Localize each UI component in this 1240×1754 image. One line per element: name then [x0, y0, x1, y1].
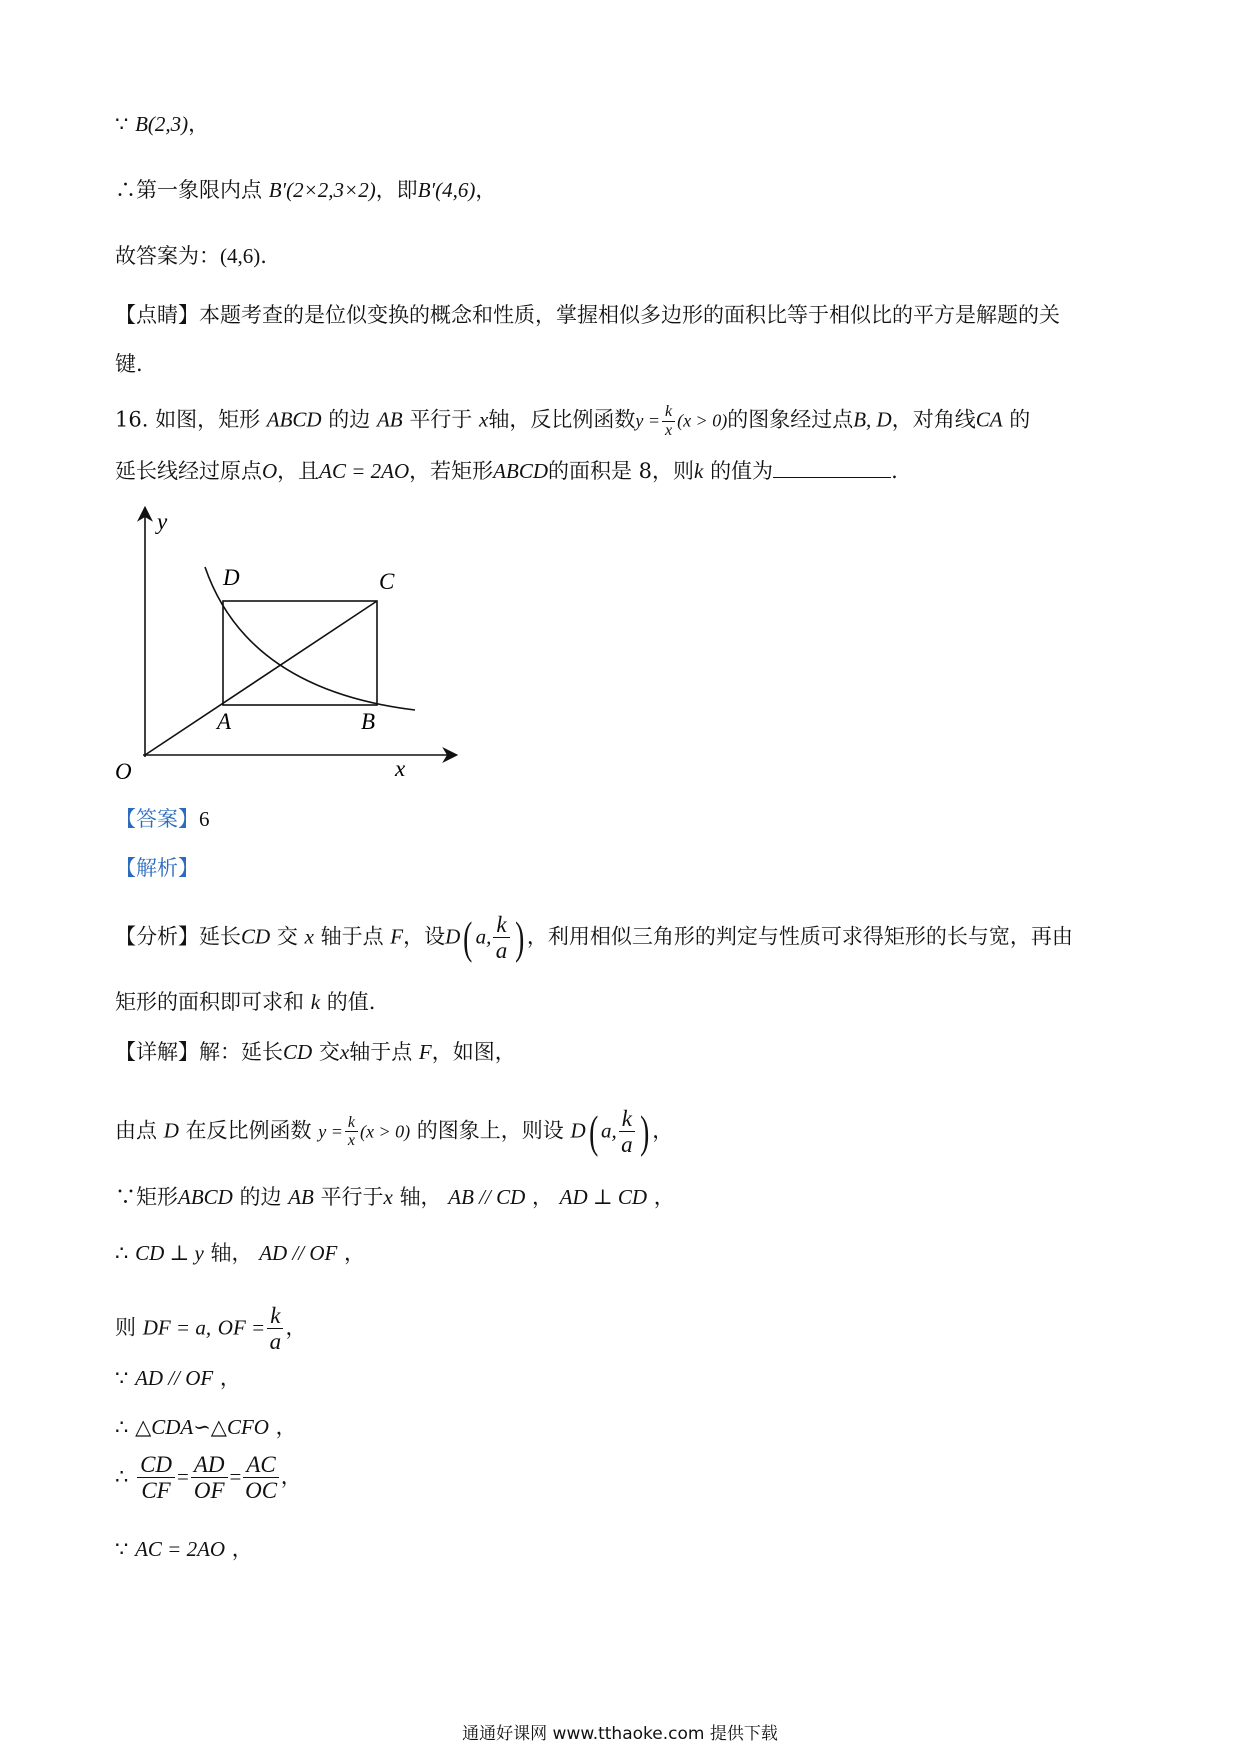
question-text: 延长线经过原点: [115, 459, 262, 483]
step-text: 则: [115, 1315, 136, 1340]
because-symbol: ∵: [115, 1366, 129, 1390]
step-text: ，: [275, 1415, 297, 1439]
math-condition: (x > 0): [359, 1121, 411, 1142]
step-text: ，: [653, 1185, 675, 1209]
label-d: D: [223, 565, 240, 590]
math-f: F: [390, 924, 404, 949]
fraction-k-over-x: [662, 403, 675, 439]
analysis-text: ，设: [403, 924, 446, 949]
detail-text: ，如图，: [431, 1040, 516, 1064]
math-abcd: ABCD: [266, 407, 322, 432]
math-bd: B, D: [853, 407, 892, 432]
solution-line-3: [115, 244, 267, 269]
left-paren-icon: (: [463, 911, 473, 963]
analysis-tag-line: [115, 856, 199, 881]
fraction-numerator: CD: [137, 1452, 175, 1478]
label-x: x: [395, 756, 406, 781]
left-paren-icon: (: [588, 1105, 598, 1157]
math-k: k: [310, 990, 321, 1014]
step-text: ，: [231, 1537, 253, 1561]
question-text: ，且: [277, 459, 320, 483]
math-cd-perp-y: CD ⊥ y: [135, 1241, 204, 1265]
label-c: C: [379, 569, 395, 594]
equals-sign: =: [177, 1464, 189, 1489]
label-b: B: [361, 709, 376, 734]
math-f: F: [418, 1040, 432, 1064]
therefore-symbol: ∴: [115, 1464, 129, 1489]
analysis-subtag: 【分析】: [115, 924, 199, 949]
line-text: ，即: [375, 178, 418, 202]
step-text: ，: [531, 1185, 553, 1209]
detail-text: 解：延长: [199, 1040, 283, 1064]
math-k: k: [694, 459, 704, 483]
step-7-line: [115, 1452, 302, 1504]
math-ad-parallel-of: AD // OF: [135, 1366, 214, 1390]
step-text: ，: [280, 1464, 302, 1489]
label-o: O: [115, 759, 132, 784]
therefore-symbol: ∴: [115, 1241, 129, 1265]
question-text: 平行于: [409, 407, 473, 432]
math-y-equals: y =: [318, 1121, 343, 1142]
question-text: 16. 如图，矩形: [115, 407, 261, 432]
step-text: 轴，: [210, 1241, 253, 1265]
punctuation: ，: [475, 178, 497, 202]
because-symbol: ∵: [115, 1537, 129, 1561]
step-5-line: [115, 1366, 241, 1391]
fraction-k-over-a: [619, 1106, 635, 1158]
question-text: 的面积是 8，则: [548, 459, 695, 483]
step-text: ，: [652, 1118, 674, 1143]
math-d: D: [570, 1118, 586, 1143]
math-ad-perp-cd: AD ⊥ CD: [559, 1185, 648, 1209]
therefore-symbol: ∴: [115, 1415, 129, 1439]
fraction-numerator: k: [619, 1106, 635, 1132]
detail-text: 交: [318, 1040, 340, 1064]
point-b-expression: B(2,3): [135, 112, 189, 136]
fraction-denominator: x: [347, 1132, 355, 1150]
answer-tag: 【答案】: [115, 807, 199, 831]
fraction-numerator: k: [493, 912, 509, 938]
math-abcd: ABCD: [178, 1185, 233, 1209]
key-point-text: 键.: [115, 352, 143, 376]
step-text: 在反比例函数: [185, 1118, 312, 1143]
math-y-equals: y =: [635, 410, 660, 431]
key-point-text: 本题考查的是位似变换的概念和性质，掌握相似多边形的面积比等于相似比的平方是解题的关: [199, 303, 1060, 327]
fraction-k-over-x: [345, 1114, 358, 1150]
step-6-line: [115, 1415, 297, 1440]
fraction-k-over-a: [267, 1303, 283, 1355]
analysis-text: 延长: [199, 924, 241, 949]
punctuation: ，: [188, 112, 210, 136]
analysis-line-1: [115, 912, 1073, 964]
math-d: D: [163, 1118, 179, 1143]
fraction-denominator: a: [621, 1132, 633, 1158]
page-footer: 通通好课网 www.tthaoke.com 提供下载: [462, 1724, 778, 1744]
math-a: a,: [475, 924, 492, 949]
analysis-line-2: [115, 990, 375, 1015]
fraction-ad-over-of: [191, 1452, 228, 1504]
math-df-equals-a: DF = a,: [142, 1315, 212, 1340]
math-x: x: [479, 407, 489, 432]
step-text: ∵矩形: [115, 1185, 178, 1209]
math-cd: CD: [283, 1040, 313, 1064]
step-text: 的图象上，则设: [416, 1118, 564, 1143]
analysis-text: 矩形的面积即可求和: [115, 990, 304, 1014]
step-text: ，: [285, 1315, 307, 1340]
math-ca: CA: [975, 407, 1003, 432]
step-8-line: [115, 1537, 253, 1562]
right-paren-icon: ): [640, 1105, 650, 1157]
fraction-k-over-a: [493, 912, 509, 964]
math-abcd: ABCD: [493, 459, 548, 483]
fraction-numerator: k: [267, 1303, 283, 1329]
step-1-line: [115, 1106, 673, 1158]
math-a: a,: [600, 1118, 617, 1143]
question-text: ，对角线: [891, 407, 976, 432]
equals-sign: =: [229, 1464, 242, 1489]
line-text: ∴第一象限内点: [115, 178, 262, 202]
detail-tag: 【详解】: [115, 1040, 199, 1064]
solution-line-1: [115, 112, 209, 137]
math-of-equals: OF =: [217, 1315, 266, 1340]
label-a: A: [217, 709, 232, 734]
step-text: ，: [219, 1366, 241, 1390]
step-text: 由点: [115, 1118, 157, 1143]
fraction-denominator: OF: [193, 1478, 225, 1504]
solution-line-2: [115, 178, 496, 203]
fraction-cd-over-cf: [137, 1452, 175, 1504]
fraction-ac-over-oc: [243, 1452, 278, 1504]
geometry-figure: [105, 505, 465, 785]
math-condition: (x > 0): [677, 410, 728, 431]
step-text: ，: [344, 1241, 366, 1265]
question-text: 的值为: [710, 459, 774, 483]
step-2-line: [115, 1185, 675, 1210]
label-y: y: [157, 509, 168, 534]
math-ab: AB: [376, 407, 403, 432]
point-b-prime-expression: B′(2×2,3×2): [268, 178, 376, 202]
math-ac-equation: AC = 2AO: [319, 459, 410, 483]
detail-text: 轴于点: [349, 1040, 413, 1064]
step-text: 平行于: [320, 1185, 384, 1209]
fraction-denominator: x: [664, 421, 673, 439]
answer-blank: [773, 459, 891, 478]
fraction-numerator: AD: [191, 1452, 228, 1478]
math-ac-equals-2ao: AC = 2AO: [135, 1537, 226, 1561]
question-text: 的图象经过点: [727, 407, 854, 432]
key-point-line-2: [115, 352, 143, 377]
math-x: x: [339, 1040, 350, 1064]
step-text: 的边: [239, 1185, 282, 1209]
math-o: O: [262, 459, 278, 483]
fraction-numerator: k: [662, 403, 675, 422]
analysis-text: 轴于点: [320, 924, 384, 949]
because-symbol: ∵: [115, 112, 129, 136]
question-text: 轴，反比例函数: [488, 407, 636, 432]
fraction-numerator: k: [345, 1114, 358, 1133]
step-4-line: [115, 1303, 306, 1355]
analysis-text: 交: [276, 924, 298, 949]
point-b-prime-result: B′(4,6): [417, 178, 476, 202]
analysis-text: ，利用相似三角形的判定与性质可求得矩形的长与宽，再由: [526, 924, 1073, 949]
question-16-line-1: [115, 403, 1030, 439]
question-text: ，若矩形: [409, 459, 494, 483]
math-x: x: [304, 924, 314, 949]
math-similar-triangles: △CDA∽△CFO: [135, 1415, 269, 1439]
key-point-line: [115, 303, 1060, 328]
answer-line: [115, 807, 210, 832]
answer-expression: (4,6): [220, 244, 261, 268]
math-ad-parallel-of: AD // OF: [259, 1241, 338, 1265]
math-ab: AB: [288, 1185, 314, 1209]
fraction-numerator: AC: [243, 1452, 278, 1478]
math-cd: CD: [241, 924, 271, 949]
analysis-tag: 【解析】: [115, 856, 199, 880]
math-x: x: [383, 1185, 393, 1209]
math-d: D: [445, 924, 461, 949]
fraction-denominator: a: [495, 938, 508, 964]
question-text: 的边: [328, 407, 371, 432]
detail-line: [115, 1040, 516, 1065]
punctuation: .: [260, 244, 267, 268]
key-point-tag: 【点睛】: [115, 303, 199, 327]
diagonal-oc: [145, 601, 377, 755]
right-paren-icon: ): [514, 911, 524, 963]
answer-value: 6: [199, 807, 210, 831]
step-text: 轴，: [399, 1185, 442, 1209]
analysis-text: 的值.: [326, 990, 376, 1014]
fraction-denominator: CF: [141, 1478, 171, 1504]
question-16-line-2: [115, 459, 898, 484]
fraction-denominator: a: [269, 1329, 282, 1355]
step-3-line: [115, 1241, 365, 1266]
line-text: 故答案为：: [115, 244, 220, 268]
fraction-denominator: OC: [245, 1478, 278, 1504]
question-text: 的: [1009, 407, 1031, 432]
punctuation: .: [891, 459, 898, 483]
math-ab-parallel-cd: AB // CD: [448, 1185, 526, 1209]
